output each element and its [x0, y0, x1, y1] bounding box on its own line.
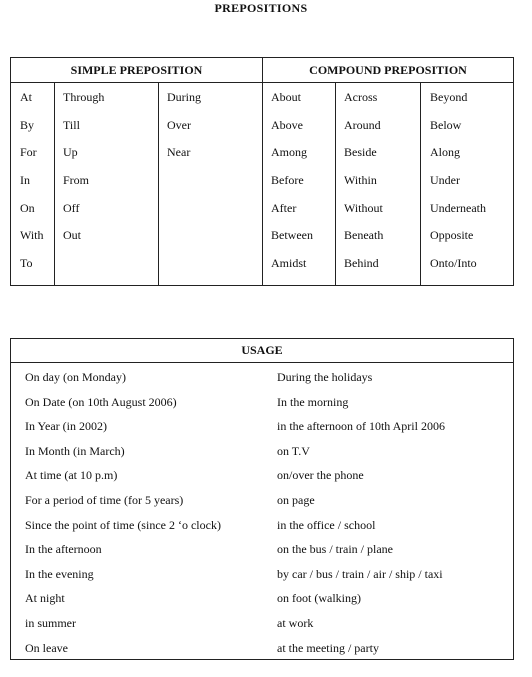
usage-right-column	[277, 365, 445, 660]
preposition-word: To	[20, 256, 33, 271]
preposition-word: After	[271, 200, 297, 215]
preposition-word: Over	[167, 117, 191, 132]
preposition-word: Along	[430, 145, 460, 160]
simple-column	[20, 83, 44, 277]
usage-example: on T.V	[277, 443, 310, 458]
usage-example: In the afternoon	[25, 542, 102, 557]
section-divider	[262, 58, 263, 285]
usage-example: On day (on Monday)	[25, 370, 126, 384]
preposition-word: Beyond	[430, 90, 468, 104]
preposition-word: Till	[63, 117, 80, 132]
preposition-word: Off	[63, 200, 80, 215]
preposition-word: Onto/Into	[430, 256, 477, 271]
preposition-word: With	[20, 228, 44, 243]
compound-column	[430, 83, 486, 277]
preposition-word: Out	[63, 228, 81, 243]
preposition-word: In	[20, 173, 30, 188]
preposition-word: Around	[344, 117, 381, 132]
preposition-word: For	[20, 145, 37, 160]
usage-example: at the meeting / party	[277, 640, 379, 655]
compound-column	[271, 83, 313, 277]
usage-example: In Month (in March)	[25, 443, 125, 458]
usage-example: on/over the phone	[277, 468, 364, 483]
preposition-word: Underneath	[430, 200, 486, 215]
usage-table	[10, 338, 514, 660]
preposition-word: Within	[344, 173, 377, 188]
preposition-word: Among	[271, 145, 307, 160]
usage-example: in the office / school	[277, 517, 376, 532]
preposition-word: About	[271, 90, 301, 104]
usage-example: in the afternoon of 10th April 2006	[277, 419, 445, 434]
page-title: PREPOSITIONS	[214, 1, 308, 15]
preposition-word: Between	[271, 228, 313, 243]
preposition-word: Without	[344, 200, 383, 215]
usage-example: On leave	[25, 640, 68, 655]
column-divider	[335, 83, 336, 285]
simple-preposition-header: SIMPLE PREPOSITION	[70, 63, 203, 77]
preposition-word: Before	[271, 173, 304, 188]
usage-example: At night	[25, 591, 65, 606]
compound-column	[344, 83, 383, 277]
usage-example: In the morning	[277, 394, 349, 409]
preposition-word: Through	[63, 90, 105, 104]
preposition-word: During	[167, 90, 201, 104]
simple-column	[167, 83, 201, 166]
usage-example: In Year (in 2002)	[25, 419, 107, 434]
usage-example: in summer	[25, 615, 76, 630]
usage-example: On Date (on 10th August 2006)	[25, 394, 177, 409]
preposition-word: Beside	[344, 145, 377, 160]
usage-left-column	[25, 365, 221, 660]
usage-example: on foot (walking)	[277, 591, 361, 606]
usage-example: During the holidays	[277, 370, 373, 384]
usage-example: on the bus / train / plane	[277, 542, 393, 557]
preposition-word: Behind	[344, 256, 379, 271]
column-divider	[158, 83, 159, 285]
usage-header: USAGE	[11, 339, 513, 363]
prepositions-table	[10, 57, 514, 286]
usage-example: Since the point of time (since 2 ‘o clock)	[25, 517, 221, 532]
usage-example: at work	[277, 615, 314, 630]
preposition-word: At	[20, 90, 32, 104]
preposition-word: Under	[430, 173, 460, 188]
usage-example: on page	[277, 492, 315, 507]
column-divider	[420, 83, 421, 285]
usage-example: For a period of time (for 5 years)	[25, 492, 184, 507]
usage-example: At time (at 10 p.m)	[25, 468, 118, 483]
compound-preposition-header: COMPOUND PREPOSITION	[309, 63, 467, 77]
preposition-word: By	[20, 117, 35, 132]
column-divider	[54, 83, 55, 285]
usage-example: by car / bus / train / air / ship / taxi	[277, 566, 443, 581]
usage-example: In the evening	[25, 566, 94, 581]
preposition-word: Up	[63, 145, 78, 160]
preposition-word: Amidst	[271, 256, 307, 271]
simple-column	[63, 83, 104, 249]
preposition-word: Across	[344, 90, 378, 104]
preposition-word: On	[20, 200, 35, 215]
preposition-word: Near	[167, 145, 191, 160]
preposition-word: Above	[271, 117, 303, 132]
preposition-word: Below	[430, 117, 462, 132]
preposition-word: Opposite	[430, 228, 474, 243]
preposition-word: Beneath	[344, 228, 384, 243]
preposition-word: From	[63, 173, 90, 188]
